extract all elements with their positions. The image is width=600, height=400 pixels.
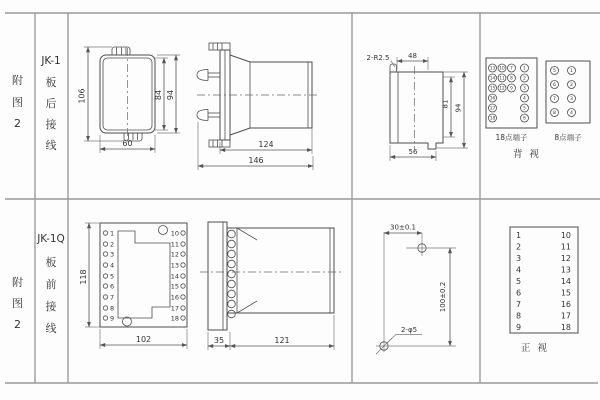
front-view-drawing <box>79 223 187 349</box>
figure-char: 2 <box>14 117 21 130</box>
table-cell: 11 <box>560 242 571 252</box>
terminal-circle <box>103 274 107 278</box>
terminal-number: 2 <box>570 83 573 89</box>
back-view-label: 背 视 <box>512 149 542 160</box>
cutout-bottom-width-dim: 56 <box>408 148 418 156</box>
table-cell: 12 <box>560 254 571 263</box>
wiring-char: 前 <box>45 278 57 291</box>
terminal-number: 3 <box>523 85 526 91</box>
terminal-number: 2 <box>110 240 115 249</box>
terminal-bump <box>228 280 236 288</box>
terminal-number: 14 <box>170 272 179 281</box>
terminal-bump <box>228 230 236 238</box>
terminal-circle <box>181 316 185 320</box>
mounting-hole <box>159 226 168 235</box>
terminal-number: 6 <box>523 115 526 121</box>
back-view-drawing <box>78 47 181 153</box>
side-view-body-dim: 121 <box>274 336 290 345</box>
drill-holes-note: 2-φ5 <box>400 326 418 334</box>
side-view-jk1q-drawing <box>200 222 344 350</box>
table-cell: 18 <box>560 323 571 332</box>
terminal-number: 17 <box>489 105 496 111</box>
terminal-stud <box>197 110 220 121</box>
row2-model-label <box>36 233 65 335</box>
terminal-number: 14 <box>489 75 496 81</box>
terminal-number: 16 <box>170 293 179 302</box>
terminal-number: 11 <box>499 75 505 81</box>
terminal-number: 13 <box>489 65 496 71</box>
cutout-outer-height-dim: 94 <box>454 103 463 113</box>
table-cell: 2 <box>516 242 522 252</box>
terminal-stud <box>197 70 220 81</box>
terminal-table <box>510 227 578 333</box>
terminal8-diagram <box>546 61 590 142</box>
terminal-number: 6 <box>110 282 115 291</box>
terminal-circle <box>103 316 107 320</box>
terminal-number: 6 <box>553 83 556 89</box>
wiring-char: 板 <box>45 256 57 269</box>
terminal-number: 18 <box>170 314 179 323</box>
terminal-circle <box>181 263 185 267</box>
terminal18-diagram <box>486 58 537 142</box>
wiring-char: 板 <box>45 76 57 89</box>
table-cell: 3 <box>516 254 522 263</box>
table-cell: 13 <box>560 265 571 275</box>
cutout-notch <box>390 64 397 72</box>
terminal-number: 3 <box>110 250 115 259</box>
side-view-jk1-drawing <box>197 43 318 170</box>
terminal-number: 9 <box>510 85 513 91</box>
drill-template-drawing <box>376 224 456 355</box>
terminal-number: 7 <box>510 65 513 71</box>
wiring-char: 线 <box>45 139 57 152</box>
side-view-body-length-dim: 124 <box>258 140 274 149</box>
table-cell: 8 <box>516 311 522 321</box>
terminal-number: 8 <box>510 75 513 81</box>
terminal-number: 17 <box>170 304 179 313</box>
back-view-inner-height-dim: 84 <box>154 89 163 101</box>
terminal-circle <box>103 284 107 288</box>
table-cell: 6 <box>516 288 522 298</box>
row1-model-label <box>40 55 60 152</box>
cutout-top-width-dim: 48 <box>408 52 417 60</box>
back-view-total-height-dim: 106 <box>77 88 87 104</box>
wiring-char: 接 <box>45 300 57 313</box>
terminal-circle <box>181 274 185 278</box>
terminal-number: 7 <box>553 97 556 103</box>
terminal-number: 9 <box>110 314 115 323</box>
terminal-circle <box>103 306 107 310</box>
terminal-circle <box>103 242 107 246</box>
terminal-number: 15 <box>170 282 179 291</box>
side-view-total-length-dim: 146 <box>248 156 264 165</box>
table-cell: 5 <box>516 277 522 286</box>
terminal-number: 5 <box>523 105 526 111</box>
bottom-tab <box>209 140 230 147</box>
terminal-number: 5 <box>553 69 556 75</box>
back-view-outer-height-dim: 94 <box>166 89 175 101</box>
model-name: JK-1 <box>41 55 61 67</box>
row2-figure-label <box>12 275 23 331</box>
terminal-number: 2 <box>523 75 526 81</box>
terminal-number: 1 <box>570 69 573 75</box>
terminal-circle <box>181 284 185 288</box>
terminal-circle <box>181 295 185 299</box>
terminal18-caption: 18点端子 <box>495 133 528 142</box>
terminal-number: 1 <box>110 229 115 238</box>
wiring-char: 后 <box>45 97 57 110</box>
terminal-bump <box>228 250 236 258</box>
terminal-number: 1 <box>523 65 526 71</box>
terminal-number: 5 <box>110 272 115 281</box>
terminal-circle <box>103 295 107 299</box>
table-cell: 10 <box>560 231 571 240</box>
drill-height-dim: 100±0.2 <box>439 281 447 313</box>
terminal-bump <box>228 290 236 298</box>
terminal-number: 10 <box>170 229 179 238</box>
terminal-number: 8 <box>553 111 556 117</box>
terminal-bump <box>228 300 236 308</box>
figure-char: 附 <box>12 74 23 87</box>
row1-figure-label <box>12 73 23 130</box>
terminal-number: 8 <box>110 304 115 313</box>
front-view-label: 正 视 <box>520 343 550 354</box>
panel-cutout-drawing <box>367 52 468 161</box>
front-view-width-dim: 102 <box>135 335 152 344</box>
terminal-number: 11 <box>170 240 179 249</box>
table-cell: 16 <box>560 300 571 309</box>
terminal-bump <box>228 310 236 318</box>
terminal-bump <box>228 260 236 268</box>
terminal-circle <box>103 252 107 256</box>
drill-width-dim: 30±0.1 <box>390 223 416 232</box>
terminal8-caption: 8点端子 <box>554 133 582 142</box>
terminal-bump <box>228 240 236 248</box>
front-view-height-dim: 118 <box>79 269 88 285</box>
table-cell: 1 <box>516 231 522 240</box>
inner-step-outline <box>118 231 170 318</box>
table-cell: 7 <box>516 300 522 309</box>
terminal-number: 15 <box>489 85 496 91</box>
terminal-number: 18 <box>489 115 496 121</box>
terminal-number: 12 <box>170 250 179 259</box>
cutout-inner-height-dim: 81 <box>441 99 450 109</box>
terminal-circle <box>103 263 107 267</box>
table-cell: 4 <box>516 265 522 275</box>
table-cell: 9 <box>516 323 522 332</box>
terminal-number: 13 <box>170 261 179 270</box>
terminal-number: 4 <box>570 111 573 117</box>
figure-char: 图 <box>12 297 23 310</box>
side-view-flange-dim: 35 <box>213 336 225 345</box>
terminal-number: 12 <box>499 85 505 91</box>
table-cell: 14 <box>560 277 571 286</box>
terminal-bump <box>228 270 236 278</box>
back-view-width-dim: 60 <box>122 139 133 148</box>
wiring-char: 接 <box>45 118 57 131</box>
terminal-circle <box>181 242 185 246</box>
terminal-circle <box>181 231 185 235</box>
terminal-circle <box>103 231 107 235</box>
table-cell: 17 <box>560 311 571 321</box>
wiring-char: 线 <box>45 322 57 335</box>
figure-char: 2 <box>14 318 21 331</box>
terminal-number: 10 <box>499 65 505 71</box>
terminal-number: 7 <box>110 293 115 302</box>
figure-char: 附 <box>12 276 23 289</box>
terminal-circle <box>181 252 185 256</box>
terminal-number: 4 <box>523 95 526 101</box>
terminal-number: 3 <box>570 97 573 103</box>
terminal-number: 4 <box>110 261 115 270</box>
top-tab <box>209 43 230 50</box>
terminal-number: 16 <box>489 95 496 101</box>
cutout-radius-note: 2-R2.5 <box>366 54 390 62</box>
terminal-circle <box>181 306 185 310</box>
table-cell: 15 <box>560 288 571 298</box>
model-name: JK-1Q <box>37 233 65 245</box>
figure-char: 图 <box>12 96 23 109</box>
